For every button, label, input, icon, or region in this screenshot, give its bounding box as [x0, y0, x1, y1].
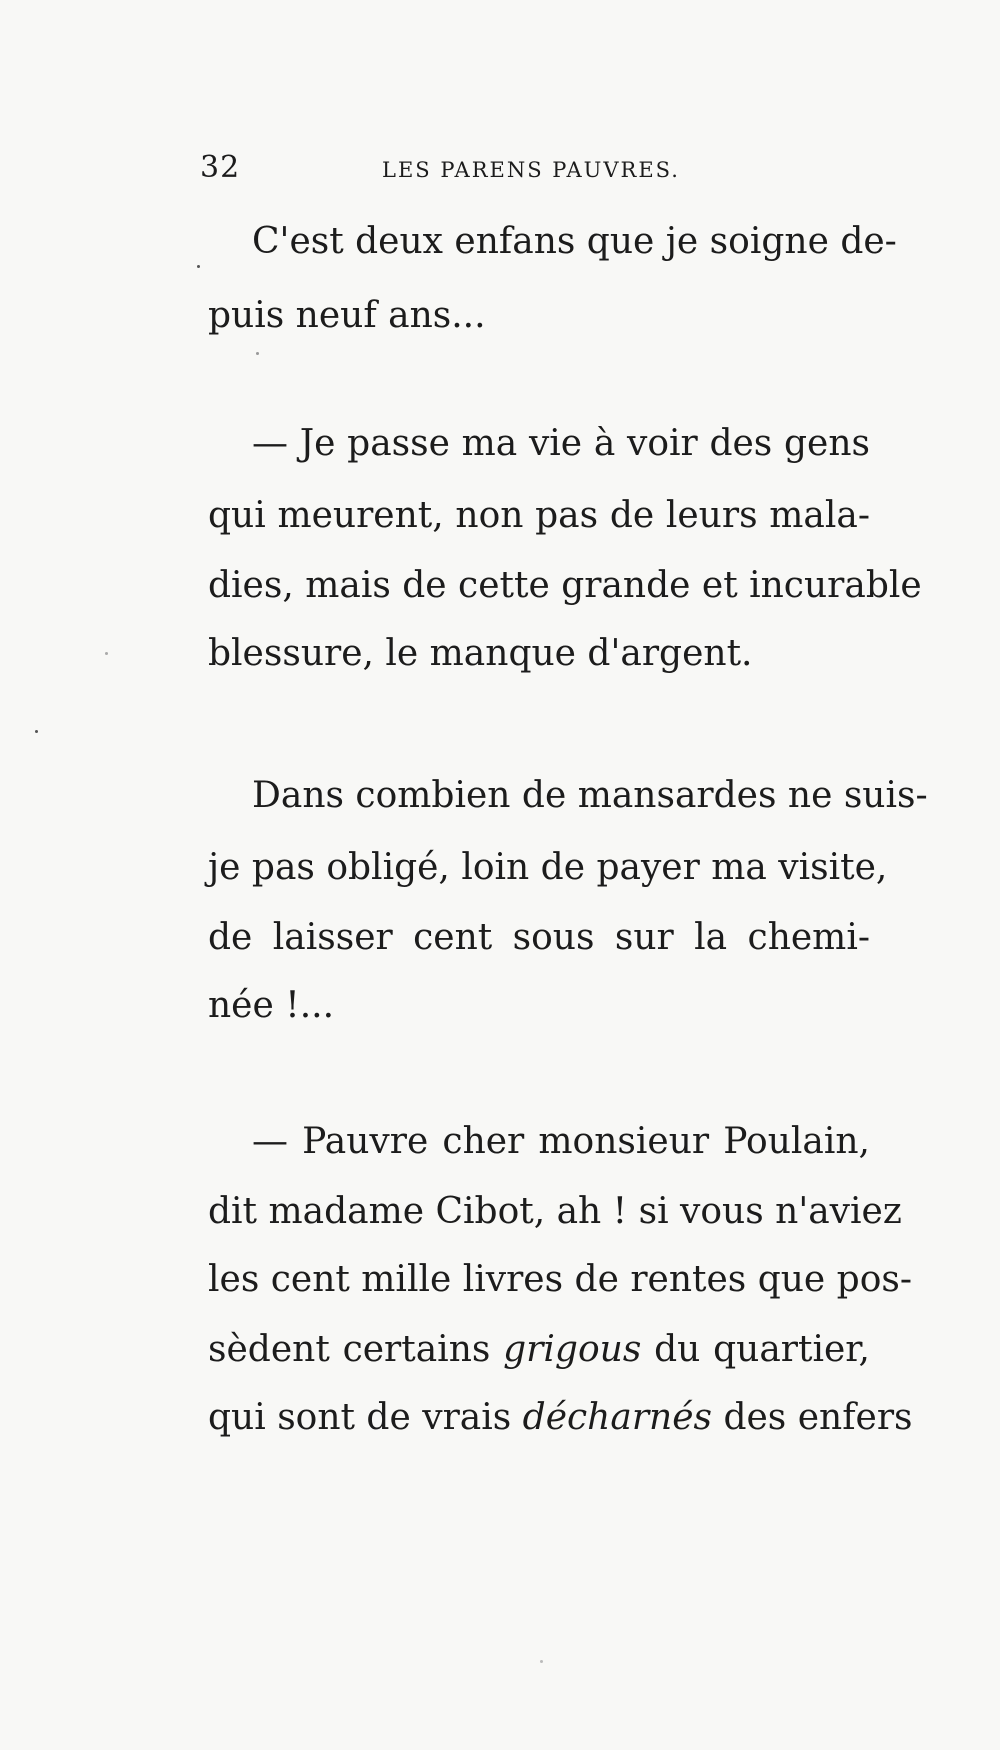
italic-word: décharnés: [522, 1397, 713, 1438]
page-number: 32: [200, 150, 241, 185]
text-line: née !...: [208, 985, 335, 1026]
text-line: — Pauvre cher monsieur Poulain,: [252, 1121, 870, 1162]
text-line: de laisser cent sous sur la chemi-: [208, 917, 870, 958]
text-line-with-italic: [208, 1326, 870, 1374]
text-line: puis neuf ans...: [208, 295, 486, 336]
text-segment: sèdent certains: [208, 1329, 504, 1370]
text-line-with-italic: [208, 1394, 913, 1442]
text-line: C'est deux enfans que je soigne de-: [252, 221, 897, 262]
text-segment: des enfers: [712, 1397, 913, 1438]
paper-speck: [540, 1660, 543, 1663]
text-segment: qui sont de vrais: [208, 1397, 523, 1438]
paper-speck: [256, 352, 259, 355]
text-line: — Je passe ma vie à voir des gens: [252, 423, 870, 464]
paper-speck: [105, 652, 108, 655]
text-line: blessure, le manque d'argent.: [208, 633, 753, 674]
text-line: les cent mille livres de rentes que pos-: [208, 1259, 913, 1300]
text-line: je pas obligé, loin de payer ma visite,: [208, 847, 888, 888]
text-line: qui meurent, non pas de leurs mala-: [208, 495, 870, 536]
running-title: LES PARENS PAUVRES.: [382, 158, 680, 182]
text-line: dit madame Cibot, ah ! si vous n'aviez: [208, 1191, 902, 1232]
paper-speck: [35, 730, 38, 733]
text-line: Dans combien de mansardes ne suis-: [252, 775, 928, 816]
paper-speck: [197, 265, 200, 268]
italic-word: grigous: [503, 1329, 642, 1370]
running-head: [200, 150, 700, 190]
text-segment: du quartier,: [641, 1329, 870, 1370]
text-line: dies, mais de cette grande et incurable: [208, 565, 922, 606]
